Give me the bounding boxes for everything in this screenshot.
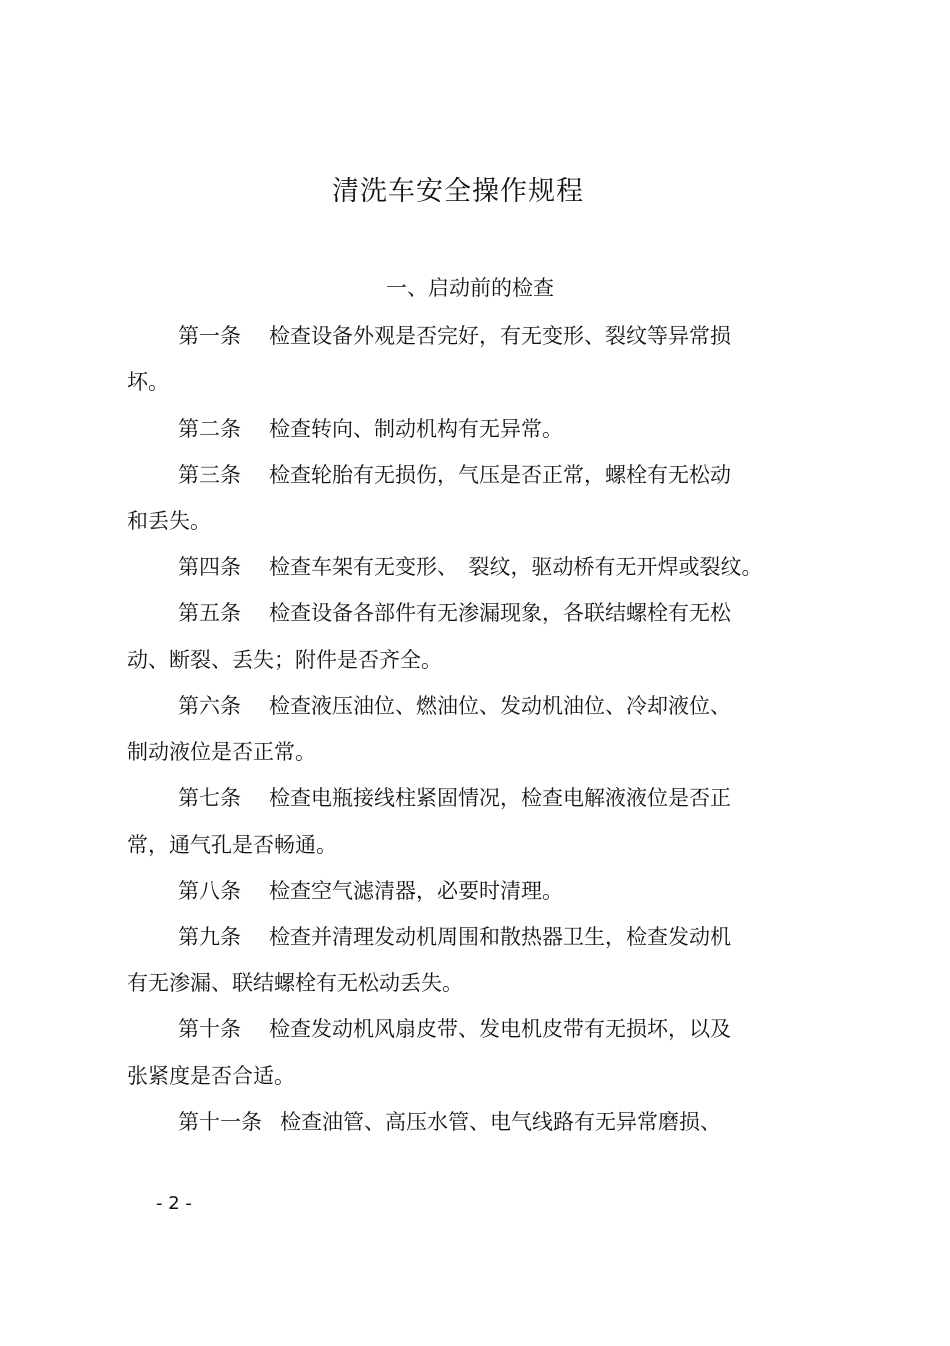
article-number: 第六条 [178,694,241,718]
article-text: 检查并清理发动机周围和散热器卫生，检查发动机 [269,925,731,949]
article-number: 第十一条 [178,1110,262,1134]
article-number: 第二条 [178,417,241,441]
article-text: 检查空气滤清器，必要时清理。 [269,879,563,903]
article-number: 第一条 [178,324,241,348]
article-text: 检查油管、高压水管、电气线路有无异常磨损、 [280,1110,721,1134]
article-3-continuation: 和丢失。 [127,509,211,533]
article-3 [178,457,731,493]
article-number: 第七条 [178,786,241,810]
article-text: 检查电瓶接线柱紧固情况，检查电解液液位是否正 [269,786,731,810]
article-6 [178,688,731,724]
page-number: - 2 - [156,1193,192,1214]
article-text: 检查轮胎有无损伤，气压是否正常，螺栓有无松动 [269,463,731,487]
article-number: 第九条 [178,925,241,949]
document-title: 清洗车安全操作规程 [332,176,584,207]
article-number: 第三条 [178,463,241,487]
article-1-continuation: 坏。 [127,370,169,394]
article-10-continuation: 张紧度是否合适。 [127,1064,295,1088]
article-2 [178,411,563,447]
article-4 [178,549,763,585]
section-heading: 一、启动前的检查 [386,276,554,300]
article-6-continuation: 制动液位是否正常。 [127,740,316,764]
article-text: 检查转向、制动机构有无异常。 [269,417,563,441]
article-text: 检查设备各部件有无渗漏现象，各联结螺栓有无松 [269,601,731,625]
article-10 [178,1011,731,1047]
article-9-continuation: 有无渗漏、联结螺栓有无松动丢失。 [127,971,463,995]
article-7 [178,780,731,816]
article-number: 第八条 [178,879,241,903]
article-7-continuation: 常，通气孔是否畅通。 [127,833,337,857]
article-9 [178,919,731,955]
article-number: 第十条 [178,1017,241,1041]
article-number: 第五条 [178,601,241,625]
article-11 [178,1104,721,1140]
article-text: 检查发动机风扇皮带、发电机皮带有无损坏，以及 [269,1017,731,1041]
article-text: 检查液压油位、燃油位、发动机油位、冷却液位、 [269,694,731,718]
article-5 [178,595,731,631]
article-5-continuation: 动、断裂、丢失；附件是否齐全。 [127,648,442,672]
article-text: 检查车架有无变形、 裂纹，驱动桥有无开焊或裂纹。 [269,555,763,579]
article-number: 第四条 [178,555,241,579]
article-text: 检查设备外观是否完好，有无变形、裂纹等异常损 [269,324,731,348]
article-8 [178,873,563,909]
article-1 [178,318,731,354]
